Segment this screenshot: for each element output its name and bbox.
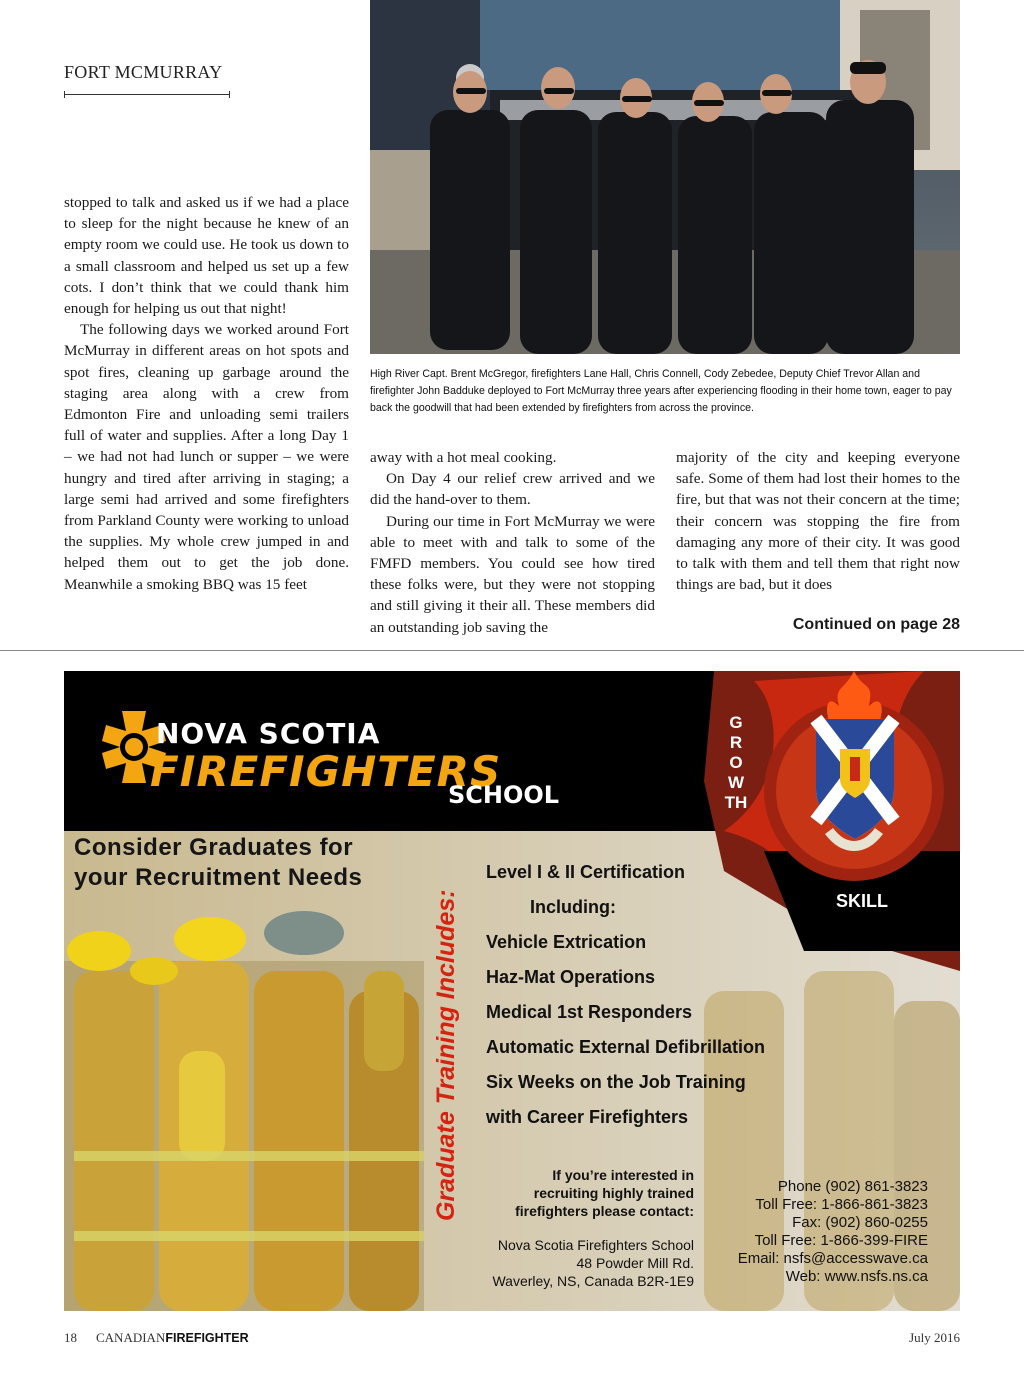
- article-paragraph: On Day 4 our relief crew arrived and we did the hand-over to them.: [370, 470, 655, 509]
- contact-tollfree: Toll Free: 1-866-861-3823: [755, 1196, 928, 1213]
- logo-line-1: NOVA SCOTIA: [156, 717, 381, 750]
- training-item: Level I & II Certification: [486, 862, 686, 882]
- section-heading: FORT MCMURRAY: [64, 62, 223, 82]
- page-divider: [0, 650, 1024, 651]
- contact-web[interactable]: Web: www.nsfs.ns.ca: [785, 1268, 928, 1285]
- ad-headline-line-2: your Recruitment Needs: [74, 864, 363, 891]
- article-column-1: [64, 192, 349, 595]
- magazine-name: [96, 1330, 249, 1346]
- address-line: 48 Powder Mill Rd.: [576, 1255, 694, 1271]
- address-line: Waverley, NS, Canada B2R-1E9: [492, 1273, 694, 1289]
- contact-intro-line: recruiting highly trained: [533, 1185, 694, 1201]
- article-column-2: [370, 447, 655, 638]
- contact-fax: Fax: (902) 860-0255: [792, 1214, 928, 1231]
- article-paragraph: The following days we worked around Fort McMurray in different areas on hot spots and spot fires, cleaning up garbage around the staging area along with a crew from Edmonton Fire and unloading semi trailers full of water and supplies. After a long Day 1 – we had not had lunch or supper – we were hungry and tired after arriving in staging; a large semi had arrived and some firefighters from Parkland County were working to unload the supplies. My whole crew jumped in and helped them out to get the job done. Meanwhile a smoking BBQ was 15 feet: [64, 321, 349, 593]
- ad-headline-line-1: Consider Graduates for: [74, 834, 354, 861]
- training-item: Automatic External Defibrillation: [486, 1037, 766, 1057]
- training-item: with Career Firefighters: [486, 1107, 689, 1127]
- graduate-training-vertical-label: Graduate Training Includes:: [432, 889, 460, 1221]
- article-column-3: [676, 447, 960, 595]
- contact-tollfree-fire: Toll Free: 1-866-399-FIRE: [754, 1232, 928, 1249]
- contact-phone: Phone (902) 861-3823: [777, 1178, 928, 1195]
- article-paragraph: majority of the city and keeping everyone safe. Some of them had lost their homes to the fire, but that was not their concern at the time; their concern was stopping the fire from damaging any more of their city. It was good to talk with them and tell them that right now things are bad, but it does: [676, 449, 960, 594]
- logo-line-3: SCHOOL: [448, 781, 560, 809]
- continued-link[interactable]: Continued on page 28: [792, 616, 960, 633]
- training-item: Including:: [530, 897, 616, 917]
- article-paragraph: stopped to talk and asked us if we had a place to sleep for the night because he knew of an empty room we could use. He took us down to a small classroom and helped us set up a few cots. I don’t think that we could thank him enough for helping us out that night!: [64, 194, 349, 318]
- photo-caption: High River Capt. Brent McGregor, firefighters Lane Hall, Chris Connell, Cody Zebedee, Deputy Chief Trevor Allan and firefighter John Badduke deployed to Fort McMurray three years after experiencing flooding in their home town, eager to pay back the goodwill that had been extended by firefighters from across the province.: [370, 368, 952, 414]
- training-item: Six Weeks on the Job Training: [486, 1072, 746, 1092]
- training-item: Haz-Mat Operations: [486, 967, 656, 987]
- emblem-growth-label: GROWTH: [724, 713, 748, 812]
- contact-email[interactable]: Email: nsfs@accesswave.ca: [737, 1250, 928, 1267]
- logo-line-2: FIREFIGHTERS: [150, 747, 502, 796]
- training-item: Vehicle Extrication: [486, 932, 647, 952]
- address-line: Nova Scotia Firefighters School: [497, 1237, 694, 1253]
- training-item: Medical 1st Responders: [486, 1002, 693, 1022]
- page-number: 18: [64, 1330, 77, 1345]
- magazine-name-plain: CANADIAN: [96, 1330, 166, 1345]
- article-paragraph: During our time in Fort McMurray we were able to meet with and talk to some of the FMFD members. You could see how tired these folks were, but they were not stopping and still giving it their all. These members did an outstanding job saving the: [370, 512, 655, 636]
- nsfs-advertisement: [64, 671, 960, 1311]
- contact-intro-line: If you’re interested in: [552, 1167, 694, 1183]
- emblem-skill-label: SKILL: [836, 891, 888, 911]
- issue-date: July 2016: [909, 1330, 960, 1345]
- article-paragraph: away with a hot meal cooking.: [370, 449, 557, 466]
- section-heading-rule: [64, 94, 230, 95]
- contact-intro-line: firefighters please contact:: [515, 1203, 694, 1219]
- magazine-name-bold: FIREFIGHTER: [165, 1331, 249, 1345]
- firefighters-photo: [370, 0, 960, 354]
